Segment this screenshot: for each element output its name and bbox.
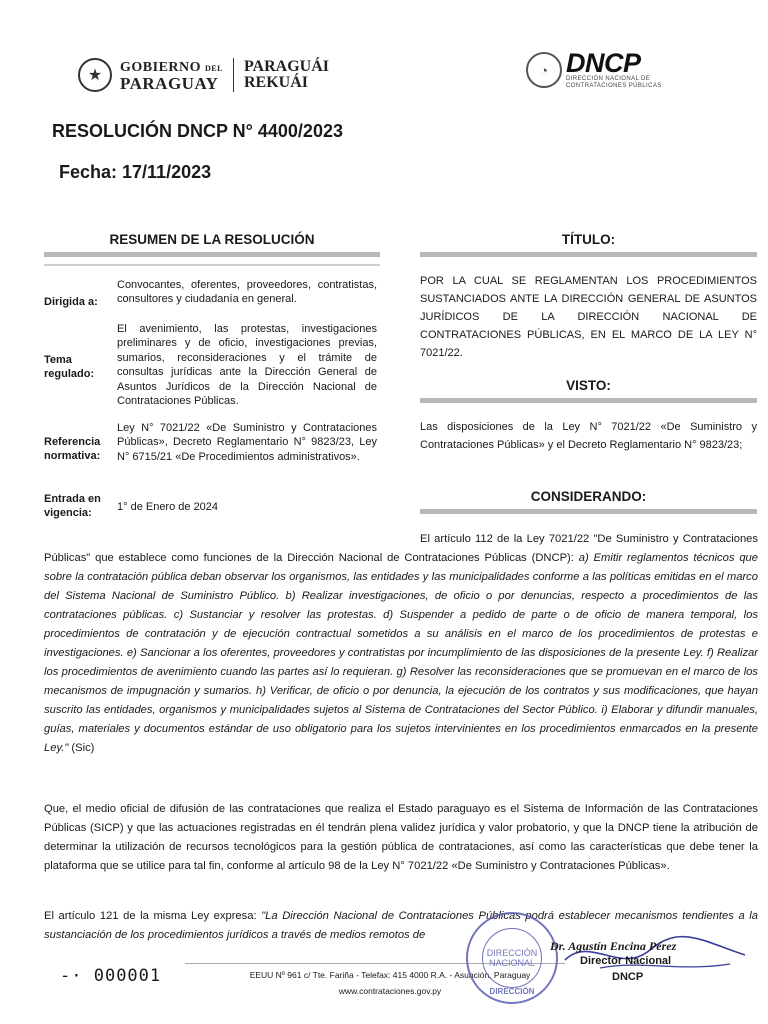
stamp-text: DIRECCIÓN NACIONAL xyxy=(482,928,542,988)
dncp-logo xyxy=(526,50,662,90)
considerando-paragraph-1 xyxy=(44,530,758,758)
footer-website: www.contrataciones.gov.py xyxy=(338,986,442,996)
government-logo xyxy=(78,58,329,92)
row-value-vigencia: 1° de Enero de 2024 xyxy=(117,501,219,513)
signer-role: Director Nacional xyxy=(580,955,672,967)
row-value-referencia: Ley N° 7021/22 «De Suministro y Contrataciones Públicas», Decreto Reglamentario N° 9823/23, Ley N° 6715/21 «De Procedimientos administrativos». xyxy=(117,422,377,463)
visto-bar xyxy=(420,398,757,403)
visto-text: Las disposiciones de la Ley N° 7021/22 «De Suministro y Contrataciones Públicas» y el Decreto Reglamentario N° 9823/23; xyxy=(420,421,757,451)
dncp-sub1: DIRECCIÓN NACIONAL DE xyxy=(566,76,651,82)
government-name xyxy=(120,60,223,91)
summary-bar xyxy=(44,252,380,257)
signer-name: Dr. Agustín Encina Pérez xyxy=(550,939,677,953)
resolution-title: RESOLUCIÓN DNCP N° 4400/2023 xyxy=(52,121,343,141)
signer-org: DNCP xyxy=(612,971,644,983)
summary-heading: RESUMEN DE LA RESOLUCIÓN xyxy=(109,232,315,247)
logo-divider xyxy=(233,58,234,92)
page-number-value: 000001 xyxy=(93,966,162,986)
visto-heading: VISTO: xyxy=(566,378,611,393)
titulo-text: POR LA CUAL SE REGLAMENTAN LOS PROCEDIMIENTOS SUSTANCIADOS ANTE LA DIRECCIÓN GENERAL DE ASUNTOS JURÍDICOS DE LA DIRECCIÓN NACIONAL DE CONTRATACIONES PÚBLICAS, EN EL MARCO DE LA LEY N° 7021/22. xyxy=(420,275,757,359)
p1-italic: a) Emitir reglamentos técnicos que sobre la contratación pública deban observar los organismos, las entidades y las municipalidades conforme a las políticas emitidas en el marco del Sistema Nacional de Suministro Público. b) Realizar investigaciones, de oficio o por denuncias, respecto a procedimientos de las contrataciones públicas. c) Sustanciar y resolver las protestas. d) Suspender a pedido de parte o de oficio de manera temporal, los procedimientos de contratación y de ejecución contractual sometidos a su análisis en el marco de los procedimientos de protestas e investigaciones. e) Sancionar a los oferentes, proveedores y contratistas por incumplimiento de las disposiciones de la presente Ley. f) Realizar los procedimientos de avenimiento cuando las partes así lo requieran. g) Resolver las reconsideraciones que se promuevan en el marco de los mecanismos de impugnación y sumarios. h) Verificar, de oficio o por denuncia, la ejecución de los contratos y sus modificaciones, que hayan suscrito las entidades, organismos y municipalidades sujetos al Sistema de Contrataciones del Sector Público. i) Elaborar y difundir manuales, guías, materiales y documentos estándar de uso obligatorio para los sujetos intervinientes en los procedimientos enmarcados en la presente Ley." xyxy=(44,552,758,754)
p1-end: (Sic) xyxy=(71,742,95,754)
gov-line1: GOBIERNO xyxy=(120,59,202,75)
footer-address: EEUU Nº 961 c/ Tte. Fariña - Telefax: 415 4000 R.A. - Asunción, Paraguay xyxy=(249,970,531,980)
p3-italic: "La Dirección Nacional de Contrataciones Públicas podrá establecer mecanismos tendientes a la sustanciación de los procedimientos jurídicos a través de medios remotos de xyxy=(44,910,759,941)
dncp-emblem-icon: ◔ xyxy=(526,52,562,88)
summary-bar-thin xyxy=(44,264,380,266)
considerando-paragraph-2: Que, el medio oficial de difusión de las contrataciones que realiza el Estado paraguayo es el Sistema de Información de las Contrataciones Públicas (SICP) y que las actuaciones registradas en él tendrán plena validez jurídica y valor probatorio, y que la DNCP tiene la atribución de determinar la utilización de recursos tecnológicos para la gestión pública de contrataciones, así como las características que debe tener la plataforma que se utilice para tal fin, conforme al artículo 98 de la Ley N° 7021/22 «De Suministro y Contrataciones Públicas». xyxy=(44,803,758,872)
row-value-tema: El avenimiento, las protestas, investigaciones preliminares y de oficio, investigaciones previas, sumarios, reconsideraciones y el trámite de consultas jurídicas ante la Dirección General de Asuntos Jurídicos de la Dirección Nacional de Contrataciones Públicas. xyxy=(117,323,377,408)
row-value-dirigida: Convocantes, oferentes, proveedores, contratistas, consultores y ciudadanía en general. xyxy=(117,279,377,306)
row-label-vigencia: Entrada en vigencia: xyxy=(44,493,101,519)
row-label-dirigida: Dirigida a: xyxy=(44,296,98,308)
rek-line2: REKUÁI xyxy=(243,74,308,91)
stamp-ring-text: DIRECCIÓN xyxy=(489,987,535,996)
rek-line1: PARAGUÁI xyxy=(243,58,329,75)
gov-line2: PARAGUAY xyxy=(120,73,219,93)
official-stamp xyxy=(466,912,558,1004)
titulo-bar xyxy=(420,252,757,257)
considerando-bar xyxy=(420,509,757,514)
dncp-sub2: CONTRATACIONES PÚBLICAS xyxy=(566,83,662,89)
row-label-tema: Tema regulado: xyxy=(44,354,95,380)
star-seal-icon: ★ xyxy=(78,58,112,92)
page-number: -· 000001 xyxy=(60,966,162,986)
row-label-referencia: Referencia normativa: xyxy=(44,436,101,462)
p3-intro: El artículo 121 de la misma Ley expresa: xyxy=(44,910,257,922)
gov-line1-small: DEL xyxy=(205,63,223,73)
resolution-date: Fecha: 17/11/2023 xyxy=(59,162,212,182)
p1-intro: El artículo 112 de la Ley 7021/22 "De Suministro y Contrataciones Públicas" que establece como funciones de la Dirección Nacional de Contrataciones Públicas (DNCP): xyxy=(44,533,758,564)
titulo-heading: TÍTULO: xyxy=(561,232,616,247)
considerando-heading: CONSIDERANDO: xyxy=(530,489,647,504)
rekuai-name xyxy=(244,59,329,91)
dncp-brand: DNCP xyxy=(566,48,641,78)
